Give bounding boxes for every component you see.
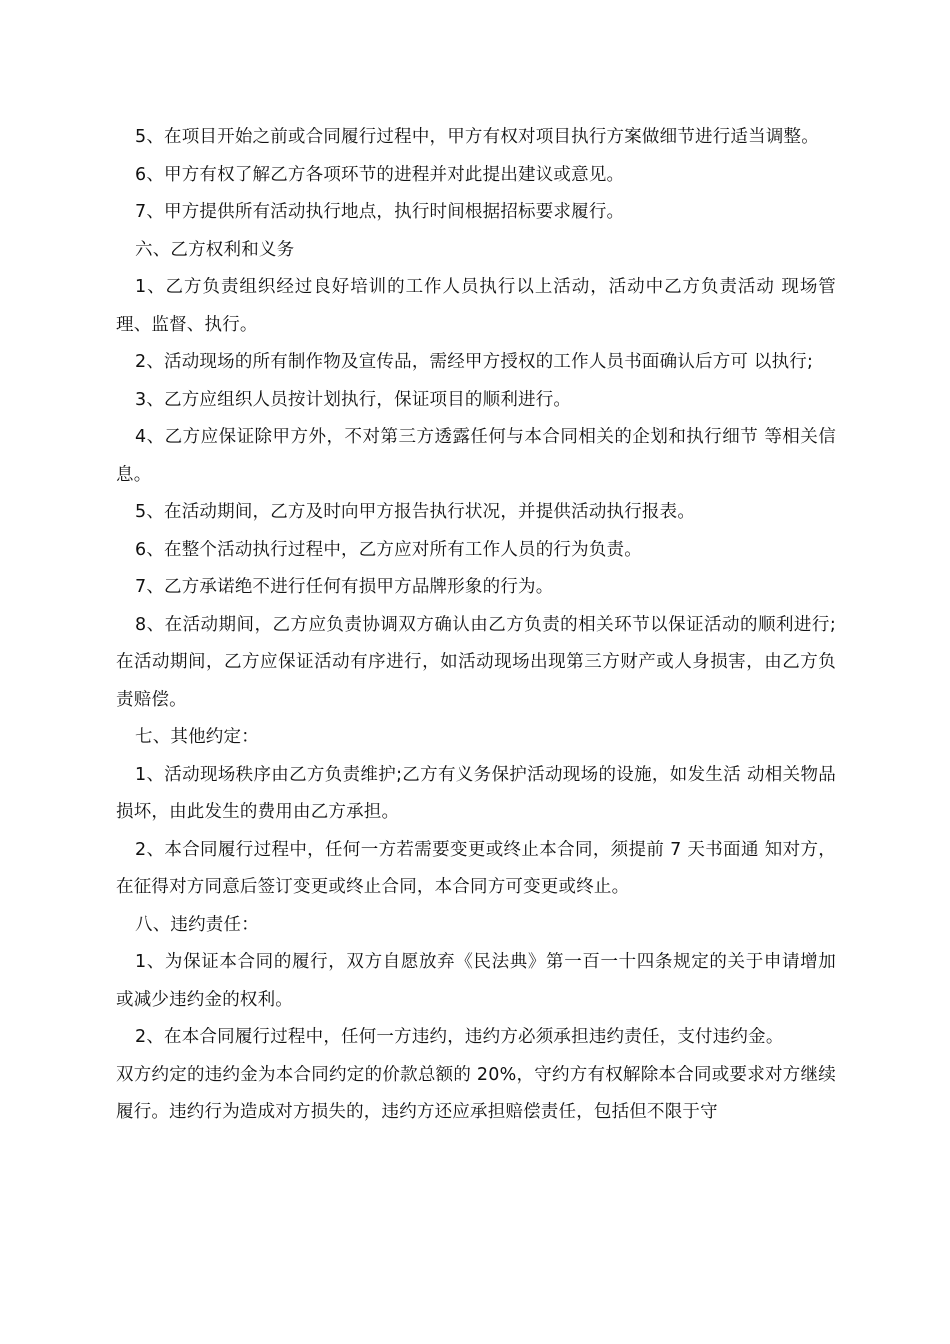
paragraph: 双方约定的违约金为本合同约定的价款总额的 20%，守约方有权解除本合同或要求对方继续履行。违约行为造成对方损失的，违约方还应承担赔偿责任，包括但不限于守 [116, 1064, 836, 1122]
paragraph: 4、乙方应保证除甲方外，不对第三方透露任何与本合同相关的企划和执行细节 等相关信息。 [116, 427, 836, 485]
paragraph: 3、乙方应组织人员按计划执行，保证项目的顺利进行。 [135, 389, 572, 410]
paragraph: 8、在活动期间，乙方应负责协调双方确认由乙方负责的相关环节以保证活动的顺利进行;在活动期间，乙方应保证活动有序进行，如活动现场出现第三方财产或人身损害，由乙方负责赔偿。 [116, 614, 836, 710]
paragraph: 5、在活动期间，乙方及时向甲方报告执行状况，并提供活动执行报表。 [135, 502, 696, 522]
paragraph: 7、乙方承诺绝不进行任何有损甲方品牌形象的行为。 [135, 577, 554, 597]
paragraph: 6、甲方有权了解乙方各项环节的进程并对此提出建议或意见。 [135, 164, 625, 185]
paragraph: 2、本合同履行过程中，任何一方若需要变更或终止本合同，须提前 7 天书面通 知对方，在征得对方同意后签订变更或终止合同，本合同方可变更或终止。 [116, 839, 836, 897]
section-heading: 七、其他约定： [135, 727, 259, 747]
paragraph: 5、在项目开始之前或合同履行过程中，甲方有权对项目执行方案做细节进行适当调整。 [135, 127, 819, 147]
paragraph: 6、在整个活动执行过程中，乙方应对所有工作人员的行为负责。 [135, 539, 642, 560]
section-heading: 八、违约责任： [135, 914, 259, 935]
paragraph: 2、活动现场的所有制作物及宣传品，需经甲方授权的工作人员书面确认后方可 以执行; [135, 352, 814, 372]
paragraph: 7、甲方提供所有活动执行地点，执行时间根据招标要求履行。 [135, 202, 625, 222]
paragraph: 1、为保证本合同的履行，双方自愿放弃《民法典》第一百一十四条规定的关于申请增加或减少违约金的权利。 [116, 952, 836, 1010]
paragraph: 1、活动现场秩序由乙方负责维护;乙方有义务保护活动现场的设施，如发生活 动相关物品损坏，由此发生的费用由乙方承担。 [116, 764, 836, 822]
paragraph: 1、乙方负责组织经过良好培训的工作人员执行以上活动，活动中乙方负责活动 现场管理、监督、执行。 [116, 277, 836, 335]
paragraph: 2、在本合同履行过程中，任何一方违约，违约方必须承担违约责任，支付违约金。 [135, 1027, 784, 1047]
document-body [116, 119, 836, 1132]
section-heading: 六、乙方权利和义务 [135, 239, 295, 260]
